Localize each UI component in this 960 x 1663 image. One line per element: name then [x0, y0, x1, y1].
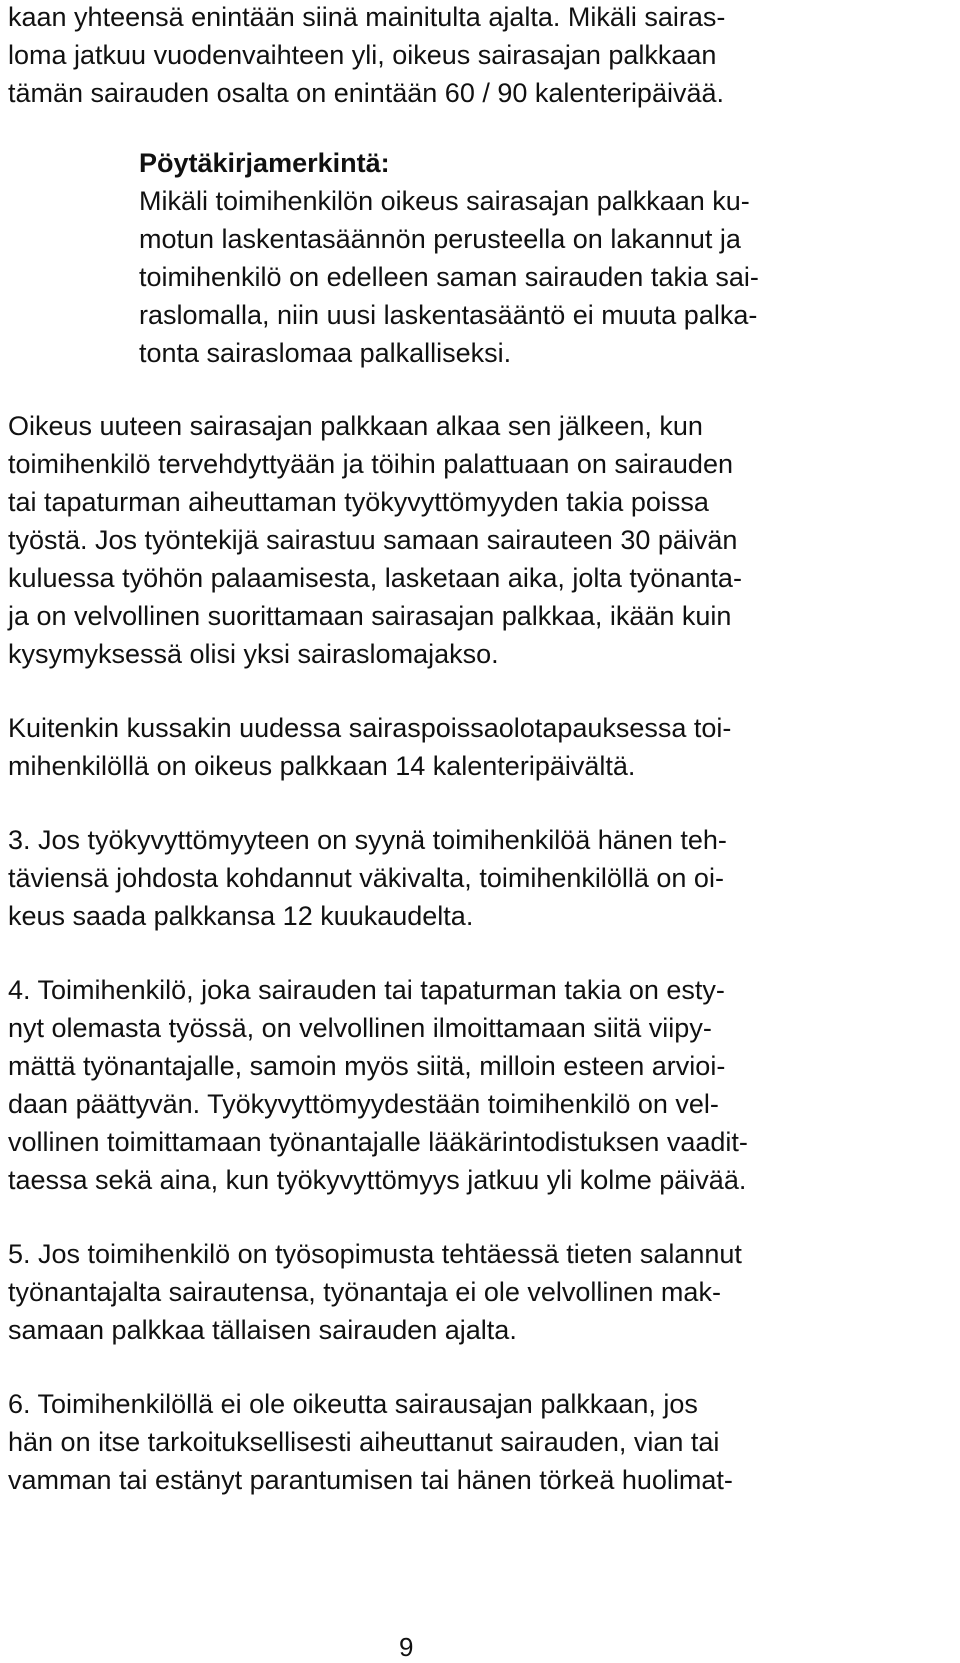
section-3-line-1: 3. Jos työkyvyttömyyteen on syynä toimihenkilöä hänen teh-: [8, 825, 727, 855]
new-period-line-5: kuluessa työhön palaamisesta, lasketaan aika, jolta työnanta-: [8, 563, 742, 593]
section-4-line-1: 4. Toimihenkilö, joka sairauden tai tapaturman takia on esty-: [8, 975, 725, 1005]
top-paragraph-line-1: kaan yhteensä enintään siinä mainitulta ajalta. Mikäli sairas-: [8, 2, 726, 32]
top-paragraph-line-3: tämän sairauden osalta on enintään 60 / 90 kalenteripäivää.: [8, 78, 725, 108]
section-5-line-3: samaan palkkaa tällaisen sairauden ajalta.: [8, 1315, 517, 1345]
section-5-line-1: 5. Jos toimihenkilö on työsopimusta tehtäessä tieten salannut: [8, 1239, 742, 1269]
section-6-line-3: vamman tai estänyt parantumisen tai hänen törkeä huolimat-: [8, 1465, 733, 1495]
note-body-line-4: raslomalla, niin uusi laskentasääntö ei muuta palka-: [139, 300, 758, 330]
section-4-line-2: nyt olemasta työssä, on velvollinen ilmoittamaan siitä viipy-: [8, 1013, 712, 1043]
however-line-1: Kuitenkin kussakin uudessa sairaspoissaolotapauksessa toi-: [8, 713, 732, 743]
new-period-line-2: toimihenkilö tervehdyttyään ja töihin palattuaan on sairauden: [8, 449, 733, 479]
section-4-line-4: daan päättyvän. Työkyvyttömyydestään toimihenkilö on vel-: [8, 1089, 719, 1119]
note-body-line-5: tonta sairaslomaa palkalliseksi.: [139, 338, 512, 368]
note-body-line-3: toimihenkilö on edelleen saman sairauden takia sai-: [139, 262, 759, 292]
section-5-line-2: työnantajalta sairautensa, työnantaja ei ole velvollinen mak-: [8, 1277, 721, 1307]
note-heading: Pöytäkirjamerkintä:: [139, 148, 390, 178]
section-3-line-2: täviensä johdosta kohdannut väkivalta, toimihenkilöllä on oi-: [8, 863, 724, 893]
section-4-line-3: mättä työnantajalle, samoin myös siitä, milloin esteen arvioi-: [8, 1051, 726, 1081]
however-line-2: mihenkilöllä on oikeus palkkaan 14 kalenteripäivältä.: [8, 751, 636, 781]
new-period-line-1: Oikeus uuteen sairasajan palkkaan alkaa sen jälkeen, kun: [8, 411, 703, 441]
new-period-line-3: tai tapaturman aiheuttaman työkyvyttömyyden takia poissa: [8, 487, 709, 517]
section-3-line-3: keus saada palkkansa 12 kuukaudelta.: [8, 901, 474, 931]
page-number: 9: [399, 1632, 414, 1662]
section-4-line-6: taessa sekä aina, kun työkyvyttömyys jatkuu yli kolme päivää.: [8, 1165, 747, 1195]
section-4-line-5: vollinen toimittamaan työnantajalle lääkärintodistuksen vaadit-: [8, 1127, 748, 1157]
note-body-line-2: motun laskentasäännön perusteella on lakannut ja: [139, 224, 741, 254]
section-6-line-1: 6. Toimihenkilöllä ei ole oikeutta sairausajan palkkaan, jos: [8, 1389, 698, 1419]
new-period-line-4: työstä. Jos työntekijä sairastuu samaan sairauteen 30 päivän: [8, 525, 738, 555]
top-paragraph-line-2: loma jatkuu vuodenvaihteen yli, oikeus sairasajan palkkaan: [8, 40, 717, 70]
new-period-line-6: ja on velvollinen suorittamaan sairasajan palkkaa, ikään kuin: [8, 601, 732, 631]
note-body-line-1: Mikäli toimihenkilön oikeus sairasajan palkkaan ku-: [139, 186, 750, 216]
new-period-line-7: kysymyksessä olisi yksi sairaslomajakso.: [8, 639, 499, 669]
section-6-line-2: hän on itse tarkoituksellisesti aiheuttanut sairauden, vian tai: [8, 1427, 720, 1457]
